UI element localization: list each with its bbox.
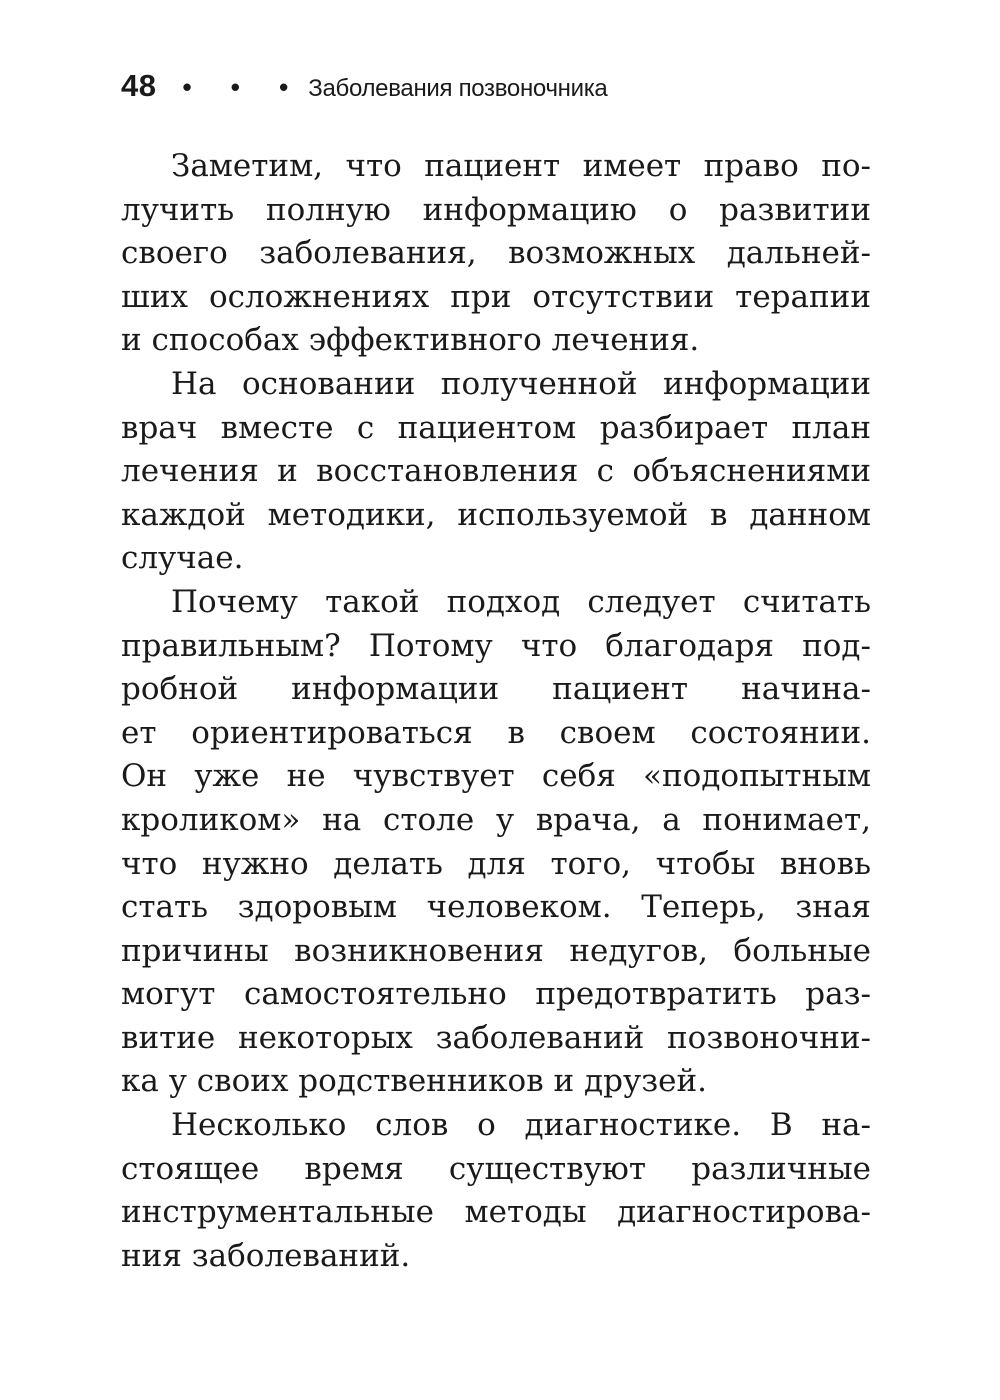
text-line: стать здоровым человеком. Теперь, зная — [121, 889, 871, 926]
text-line: лучить полную информацию о развитии — [121, 191, 871, 228]
text-line: ет ориентироваться в своем состоянии. — [121, 714, 871, 751]
running-header — [121, 68, 881, 108]
paragraph-2 — [121, 363, 871, 581]
text-line: ка у своих родственников и друзей. — [121, 1063, 707, 1100]
text-line: правильным? Потому что благодаря под- — [121, 627, 871, 664]
text-line: своего заболевания, возможных дальней- — [121, 235, 871, 272]
text-line: что нужно делать для того, чтобы вновь — [121, 845, 871, 882]
text-line: Почему такой подход следует считать — [171, 583, 871, 620]
page-number: 48 — [121, 68, 157, 103]
text-line: Заметим, что пациент имеет право по- — [171, 148, 871, 184]
header-dots: • • • — [182, 72, 305, 102]
paragraph-4 — [121, 1104, 871, 1278]
text-line: робной информации пациент начина- — [121, 671, 871, 708]
paragraph-3 — [121, 581, 871, 1104]
text-line: каждой методики, используемой в данном — [121, 496, 871, 533]
text-line: витие некоторых заболеваний позвоночни- — [121, 1019, 871, 1056]
text-line: случае. — [121, 540, 244, 577]
body-text — [121, 145, 871, 1278]
text-line: инструментальные методы диагностирова- — [121, 1194, 871, 1231]
text-line: Он уже не чувствует себя «подопытным — [121, 758, 871, 795]
paragraph-1 — [121, 145, 871, 363]
text-line: ших осложнениях при отсутствии терапии — [121, 278, 871, 315]
text-line: врач вместе с пациентом разбирает план — [121, 409, 871, 446]
text-line: и способах эффективного лечения. — [121, 322, 700, 359]
text-line: На основании полученной информации — [171, 365, 871, 402]
text-line: Несколько слов о диагностике. В на- — [171, 1107, 871, 1144]
running-title: Заболевания позвоночника — [308, 75, 608, 102]
text-line: ния заболеваний. — [121, 1237, 411, 1274]
text-line: могут самостоятельно предотвратить раз- — [121, 976, 871, 1013]
text-line: причины возникновения недугов, больные — [121, 932, 871, 969]
text-line: стоящее время существуют различные — [121, 1150, 871, 1187]
text-line: кроликом» на столе у врача, а понимает, — [121, 801, 871, 838]
text-line: лечения и восстановления с объяснениями — [121, 453, 871, 490]
